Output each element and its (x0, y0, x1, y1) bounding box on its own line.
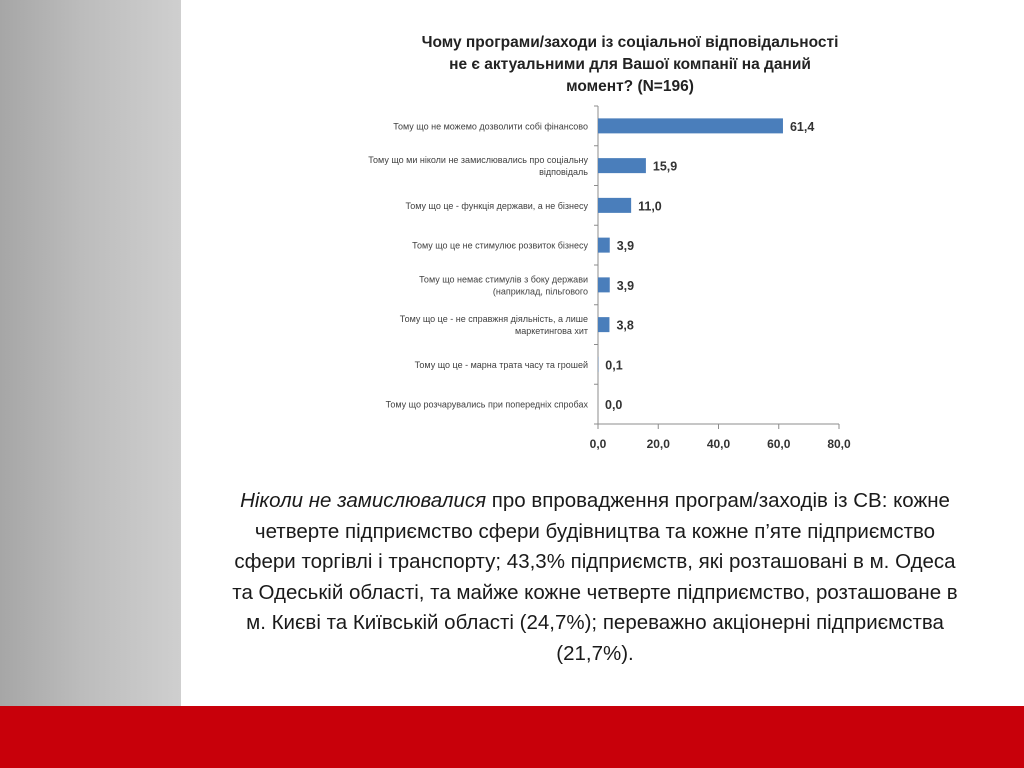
category-label: маркетингова хит (515, 326, 588, 337)
category-label: Тому що не можемо дозволити собі фінансово (393, 121, 588, 132)
x-tick-label: 80,0 (827, 437, 851, 451)
category-label: (наприклад, пільгового (492, 286, 588, 297)
bar-value-label: 61,4 (789, 119, 815, 134)
x-tick-label: 60,0 (767, 437, 791, 451)
category-label: Тому що це - функція держави, а не бізнесу (405, 200, 588, 211)
bar-value-label: 11,0 (638, 199, 662, 214)
bar (598, 198, 631, 213)
bar-value-label: 3,9 (616, 278, 635, 293)
bar (598, 238, 610, 253)
x-tick-label: 40,0 (706, 437, 731, 451)
chart-title-line-1: Чому програми/заходи із соціальної відповідальності (421, 34, 839, 51)
chart-title-line-3: момент? (N=196) (566, 78, 694, 95)
bar (598, 118, 783, 133)
category-label: Тому що розчарувались при попередніх спробах (385, 399, 588, 410)
bar-value-label: 15,9 (652, 159, 678, 174)
category-label: Тому що це - марна трата часу та грошей (414, 359, 588, 370)
bar-value-label: 3,9 (616, 239, 635, 254)
bar (598, 317, 609, 332)
chart-title-line-2: не є актуальними для Вашої компанії на даний (449, 56, 811, 73)
category-label: відповідаль (539, 167, 588, 178)
caption-italic: Ніколи не замислювалися (240, 489, 487, 512)
category-label: Тому що ми ніколи не замислювались про соціальну (368, 155, 588, 166)
caption-body: про впровадження програм/заходів із СВ: кожне четверте підприємство сфери будівництва та кожне п’яте підприємство сфери торгівлі і транспорту; 43,3% підприємств, які розташовані в м. Одеса та Одеській області, та майже кожне четверте підприємство, розташоване в м. Києві та Київській області (24,7%); переважно акціонерні підприємства (21,7%). (232, 489, 958, 665)
x-tick-label: 0,0 (589, 437, 607, 451)
bar (598, 277, 610, 292)
bar-value-label: 0,0 (605, 398, 623, 413)
bar (598, 158, 646, 173)
caption-text (225, 486, 965, 669)
category-label: Тому що це не стимулює розвиток бізнесу (412, 240, 588, 251)
bar-value-label: 0,1 (605, 358, 623, 373)
bottom-decorative-band (0, 706, 1024, 768)
x-tick-label: 20,0 (646, 437, 670, 451)
category-label: Тому що це - не справжня діяльність, а лише (399, 314, 588, 325)
category-label: Тому що немає стимулів з боку держави (419, 274, 588, 285)
bar-value-label: 3,8 (616, 318, 634, 333)
